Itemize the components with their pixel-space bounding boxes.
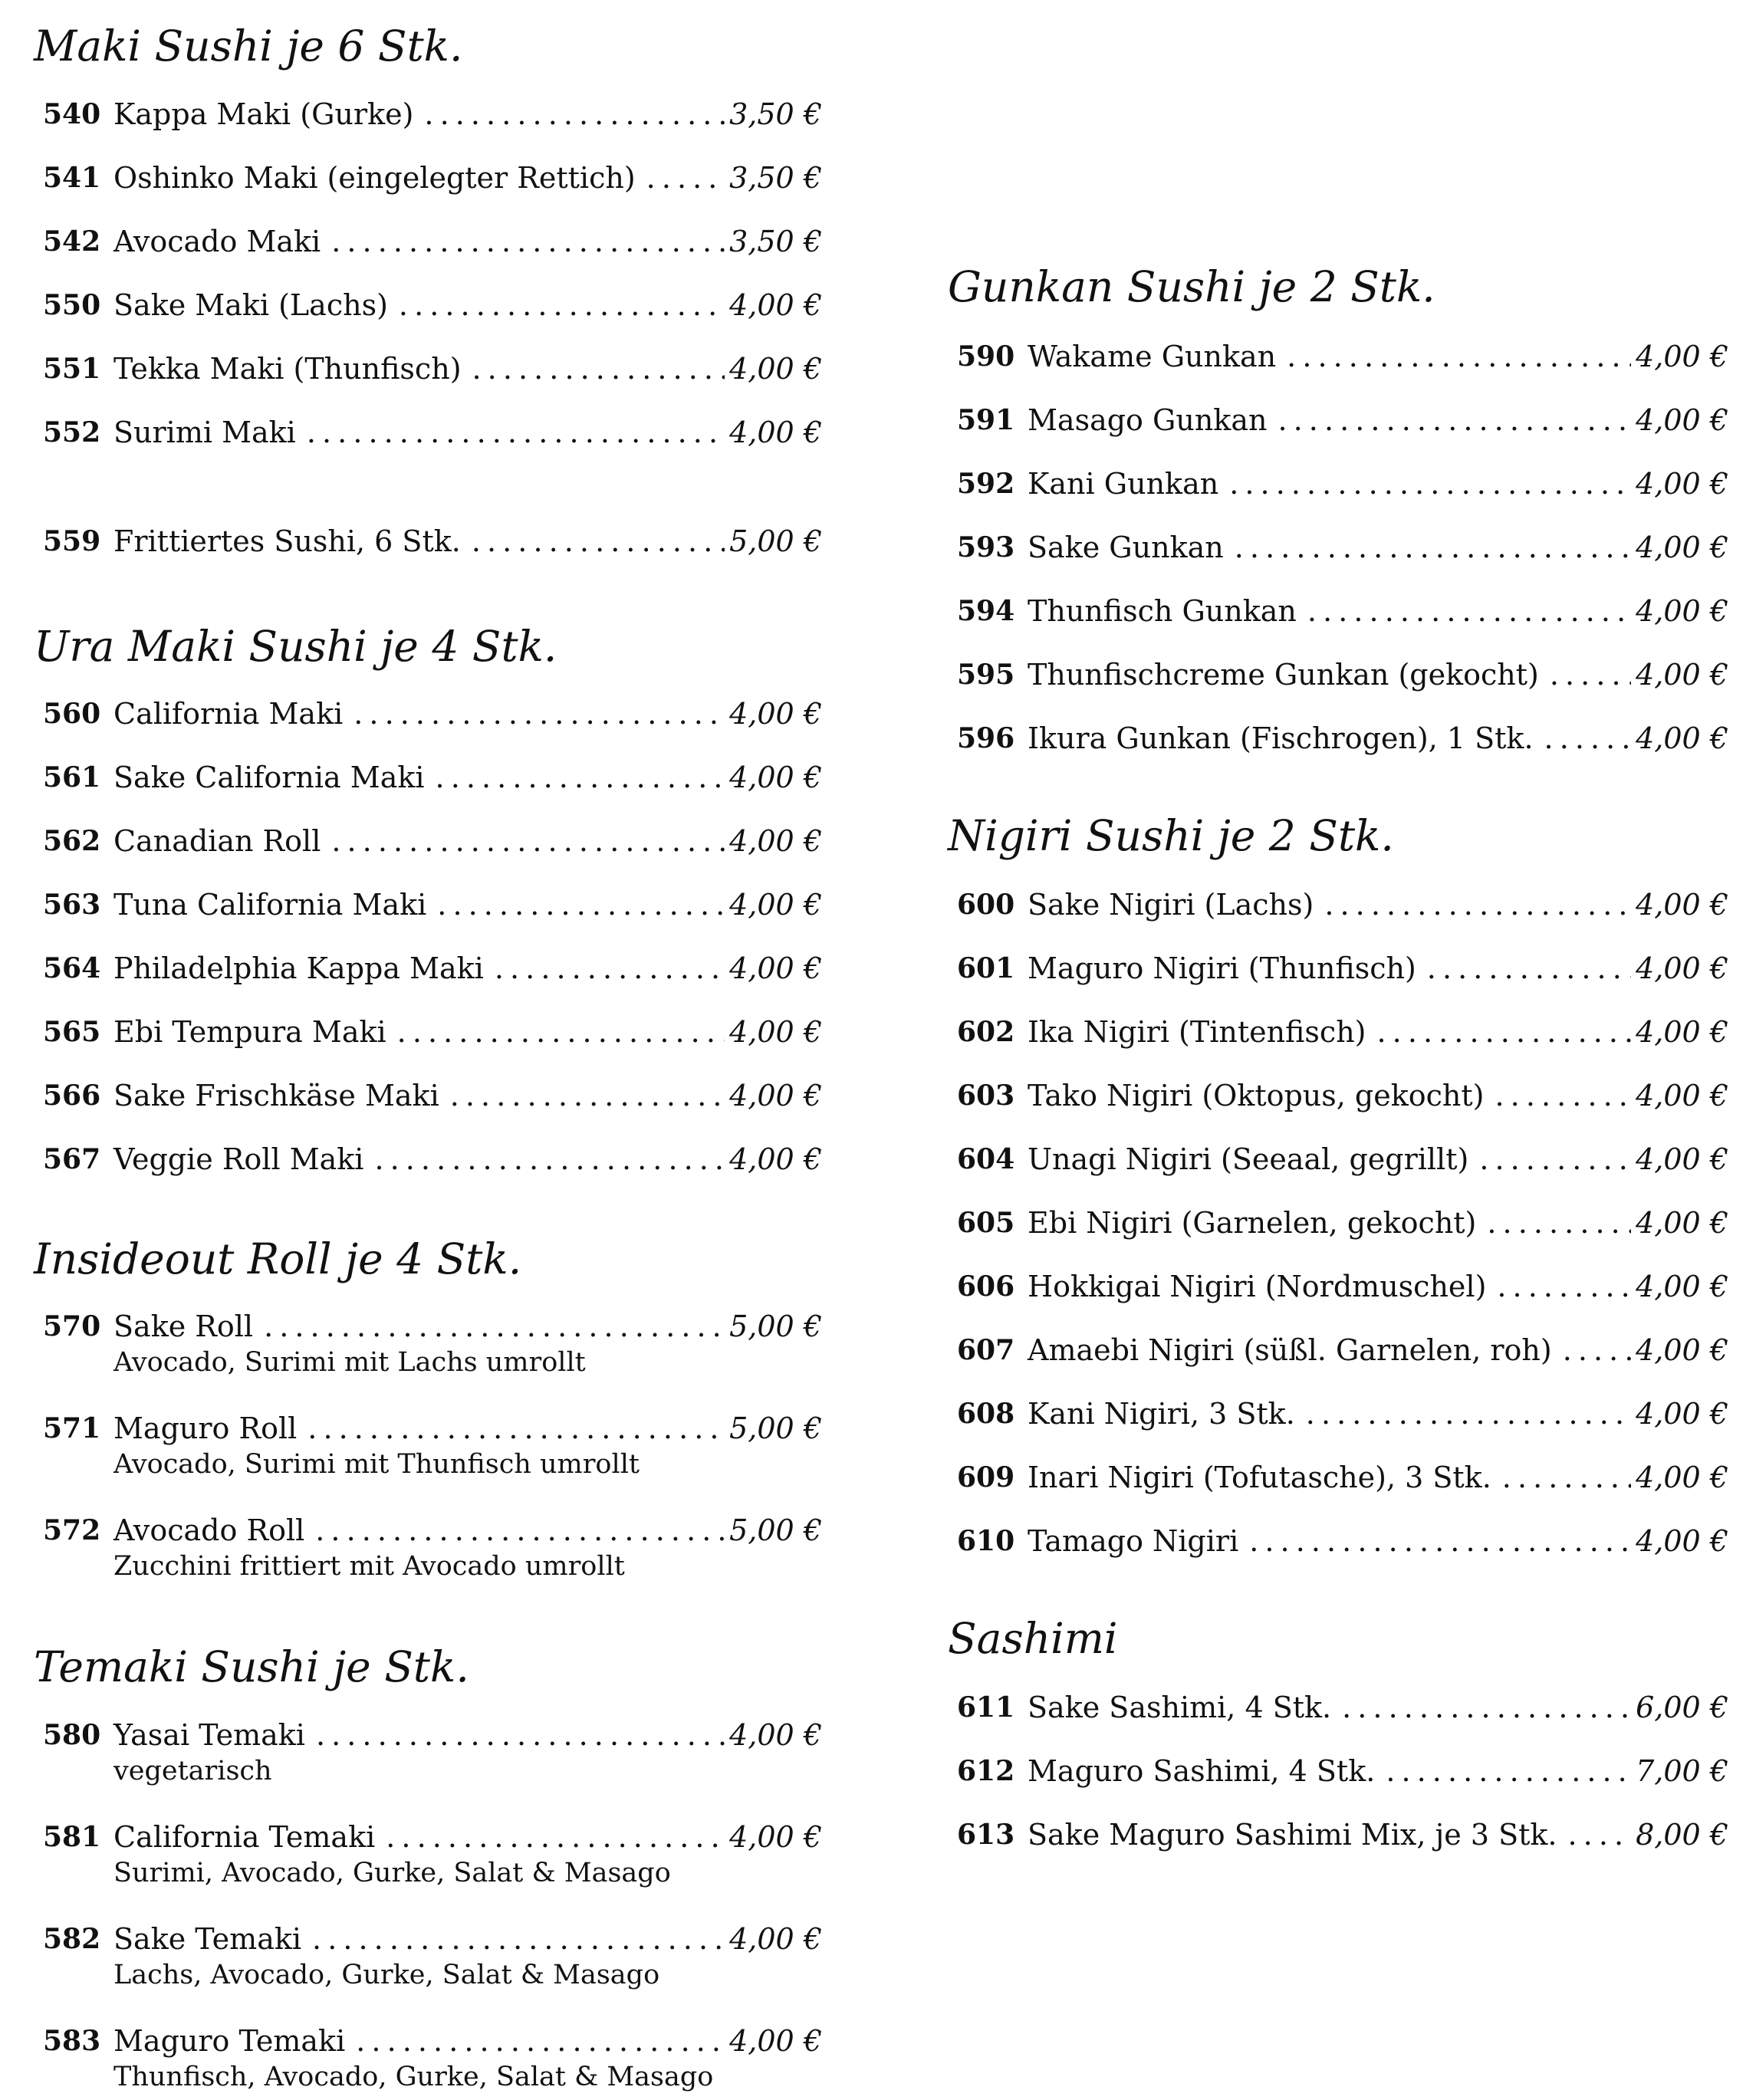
item-description: vegetarisch <box>113 1756 272 1786</box>
menu-item <box>34 758 822 797</box>
item-number: 565 <box>43 1016 101 1048</box>
menu-item <box>948 1267 1728 1306</box>
menu-item <box>948 1395 1728 1433</box>
item-number: 571 <box>43 1412 101 1444</box>
item-name: Sake Sashimi, 4 Stk. <box>1028 1691 1332 1724</box>
dot-leader <box>1479 1140 1631 1178</box>
item-number: 611 <box>957 1691 1015 1724</box>
item-name: Surimi Maki <box>113 416 296 449</box>
dot-leader <box>1278 401 1631 439</box>
item-number: 594 <box>957 595 1015 627</box>
item-price: 4,00 € <box>1636 888 1728 922</box>
dot-leader <box>1307 592 1631 630</box>
dot-leader <box>316 1716 725 1754</box>
item-number: 596 <box>957 722 1015 754</box>
dot-leader <box>312 1920 725 1958</box>
item-name: Canadian Roll <box>113 824 321 858</box>
item-name: Avocado Roll <box>113 1513 305 1547</box>
section-title-insideout: Insideout Roll je 4 Stk. <box>34 1234 522 1283</box>
menu-item <box>34 1013 822 1051</box>
item-number: 582 <box>43 1923 101 1955</box>
item-price: 4,00 € <box>1636 951 1728 985</box>
dot-leader <box>436 758 725 797</box>
item-name: Amaebi Nigiri (süßl. Garnelen, roh) <box>1028 1333 1552 1367</box>
item-name: Masago Gunkan <box>1028 403 1268 437</box>
item-price: 4,00 € <box>729 761 822 794</box>
item-price: 4,00 € <box>729 1718 822 1752</box>
dot-leader <box>374 1140 725 1178</box>
item-number: 566 <box>43 1080 101 1112</box>
item-price: 4,00 € <box>729 288 822 322</box>
item-name: Sake Maguro Sashimi Mix, je 3 Stk. <box>1028 1818 1557 1852</box>
menu-item <box>34 413 822 452</box>
dot-leader <box>315 1511 725 1550</box>
item-price: 4,00 € <box>1636 721 1728 755</box>
item-name: Sake Temaki <box>113 1922 302 1956</box>
item-price: 5,00 € <box>729 524 822 558</box>
item-number: 609 <box>957 1461 1015 1494</box>
dot-leader <box>1342 1688 1631 1727</box>
menu-item <box>34 222 822 261</box>
item-price: 4,00 € <box>729 697 822 731</box>
item-name: Kappa Maki (Gurke) <box>113 97 414 131</box>
item-number: 541 <box>43 162 101 194</box>
item-number: 567 <box>43 1143 101 1175</box>
item-price: 8,00 € <box>1636 1818 1728 1852</box>
item-number: 606 <box>957 1270 1015 1303</box>
item-number: 605 <box>957 1207 1015 1239</box>
item-name: Tuna California Maki <box>113 888 427 922</box>
menu-item <box>948 1013 1728 1051</box>
dot-leader <box>397 1013 725 1051</box>
item-price: 4,00 € <box>1636 658 1728 692</box>
menu-item <box>34 1307 822 1378</box>
item-name: Avocado Maki <box>113 225 321 258</box>
item-number: 600 <box>957 889 1015 921</box>
dot-leader <box>307 413 725 452</box>
item-name: Sake Roll <box>113 1310 254 1343</box>
dot-leader <box>1544 719 1632 758</box>
menu-item <box>948 1204 1728 1242</box>
menu-item <box>34 522 822 560</box>
dot-leader <box>472 522 725 560</box>
item-description: Avocado, Surimi mit Thunfisch umrollt <box>113 1449 640 1480</box>
item-price: 4,00 € <box>729 416 822 449</box>
item-number: 551 <box>43 353 101 385</box>
dot-leader <box>354 695 725 733</box>
menu-item <box>948 1331 1728 1369</box>
menu-item <box>948 656 1728 694</box>
item-price: 4,00 € <box>1636 1142 1728 1176</box>
dot-leader <box>1287 337 1631 376</box>
menu-item <box>948 528 1728 567</box>
item-description: Avocado, Surimi mit Lachs umrollt <box>113 1347 586 1378</box>
item-number: 592 <box>957 468 1015 500</box>
item-price: 6,00 € <box>1636 1691 1728 1724</box>
item-name: Sake Nigiri (Lachs) <box>1028 888 1314 922</box>
item-price: 4,00 € <box>1636 467 1728 501</box>
menu-item <box>948 1752 1728 1790</box>
menu-item <box>34 2022 822 2092</box>
item-number: 591 <box>957 404 1015 436</box>
item-name: Sake Frischkäse Maki <box>113 1079 439 1112</box>
menu-item <box>34 886 822 924</box>
section-title-maki: Maki Sushi je 6 Stk. <box>34 21 463 71</box>
item-price: 4,00 € <box>729 951 822 985</box>
menu-item <box>34 695 822 733</box>
item-name: California Maki <box>113 697 344 731</box>
item-name: Tako Nigiri (Oktopus, gekocht) <box>1028 1079 1485 1112</box>
item-name: Frittiertes Sushi, 6 Stk. <box>113 524 461 558</box>
item-name: Yasai Temaki <box>113 1718 305 1752</box>
item-number: 563 <box>43 889 101 921</box>
item-price: 4,00 € <box>1636 1333 1728 1367</box>
item-number: 550 <box>43 289 101 321</box>
item-number: 581 <box>43 1821 101 1853</box>
item-number: 583 <box>43 2025 101 2057</box>
item-price: 4,00 € <box>1636 594 1728 628</box>
item-name: Kani Nigiri, 3 Stk. <box>1028 1397 1295 1431</box>
item-name: Maguro Roll <box>113 1412 298 1445</box>
item-price: 4,00 € <box>729 2024 822 2058</box>
dot-leader <box>1550 656 1631 694</box>
dot-leader <box>1427 949 1631 988</box>
item-number: 552 <box>43 416 101 449</box>
dot-leader <box>1249 1522 1631 1560</box>
item-number: 540 <box>43 98 101 130</box>
item-description: Surimi, Avocado, Gurke, Salat & Masago <box>113 1858 671 1888</box>
item-price: 4,00 € <box>1636 1270 1728 1303</box>
item-price: 4,00 € <box>729 352 822 386</box>
section-title-sashimi: Sashimi <box>948 1614 1118 1663</box>
item-name: Maguro Temaki <box>113 2024 346 2058</box>
item-number: 593 <box>957 531 1015 564</box>
item-name: Sake Maki (Lachs) <box>113 288 388 322</box>
dot-leader <box>1235 528 1631 567</box>
item-price: 4,00 € <box>1636 1461 1728 1494</box>
item-name: Ika Nigiri (Tintenfisch) <box>1028 1015 1366 1049</box>
item-price: 3,50 € <box>729 97 822 131</box>
item-number: 608 <box>957 1398 1015 1430</box>
item-price: 4,00 € <box>729 1079 822 1112</box>
dot-leader <box>1229 465 1631 503</box>
item-price: 7,00 € <box>1636 1754 1728 1788</box>
item-number: 542 <box>43 225 101 258</box>
dot-leader <box>1386 1752 1631 1790</box>
item-description: Thunfisch, Avocado, Gurke, Salat & Masago <box>113 2062 714 2092</box>
item-price: 4,00 € <box>1636 403 1728 437</box>
item-price: 4,00 € <box>729 1015 822 1049</box>
menu-item <box>948 337 1728 376</box>
section-title-gunkan: Gunkan Sushi je 2 Stk. <box>948 262 1435 311</box>
item-name: Inari Nigiri (Tofutasche), 3 Stk. <box>1028 1461 1491 1494</box>
item-number: 612 <box>957 1755 1015 1787</box>
dot-leader <box>1324 886 1631 924</box>
item-name: Hokkigai Nigiri (Nordmuschel) <box>1028 1270 1487 1303</box>
item-number: 572 <box>43 1514 101 1546</box>
item-number: 562 <box>43 825 101 857</box>
menu-item <box>948 949 1728 988</box>
item-name: Kani Gunkan <box>1028 467 1219 501</box>
item-name: Unagi Nigiri (Seeaal, gegrillt) <box>1028 1142 1469 1176</box>
item-name: Tamago Nigiri <box>1028 1524 1239 1558</box>
dot-leader <box>450 1076 725 1115</box>
section-title-temaki: Temaki Sushi je Stk. <box>34 1642 469 1691</box>
item-price: 4,00 € <box>1636 1397 1728 1431</box>
item-name: Veggie Roll Maki <box>113 1142 364 1176</box>
menu-item <box>948 1816 1728 1854</box>
item-name: Sake Gunkan <box>1028 531 1224 564</box>
dot-leader <box>356 2022 725 2060</box>
item-price: 4,00 € <box>729 1142 822 1176</box>
dot-leader <box>495 949 725 988</box>
menu-item <box>948 719 1728 758</box>
item-number: 602 <box>957 1016 1015 1048</box>
menu-item <box>34 1076 822 1115</box>
item-number: 601 <box>957 952 1015 984</box>
menu-item <box>34 1140 822 1178</box>
item-number: 603 <box>957 1080 1015 1112</box>
menu-item <box>34 949 822 988</box>
menu-item <box>948 1688 1728 1727</box>
menu-item <box>34 159 822 197</box>
menu-item <box>34 1409 822 1480</box>
menu-item <box>948 1076 1728 1115</box>
item-name: Tekka Maki (Thunfisch) <box>113 352 462 386</box>
item-name: Wakame Gunkan <box>1028 340 1277 373</box>
dot-leader <box>424 95 725 133</box>
item-number: 607 <box>957 1334 1015 1366</box>
item-description: Zucchini frittiert mit Avocado umrollt <box>113 1551 625 1582</box>
item-price: 4,00 € <box>1636 1524 1728 1558</box>
item-price: 5,00 € <box>729 1513 822 1547</box>
item-price: 3,50 € <box>729 225 822 258</box>
item-name: Thunfischcreme Gunkan (gekocht) <box>1028 658 1539 692</box>
menu-item <box>948 1522 1728 1560</box>
menu-item <box>34 1920 822 1990</box>
item-name: Oshinko Maki (eingelegter Rettich) <box>113 161 636 195</box>
section-title-nigiri: Nigiri Sushi je 2 Stk. <box>948 811 1394 860</box>
item-number: 613 <box>957 1819 1015 1851</box>
item-number: 580 <box>43 1719 101 1751</box>
item-number: 560 <box>43 698 101 730</box>
menu-item <box>34 1818 822 1888</box>
dot-leader <box>1502 1458 1631 1497</box>
dot-leader <box>646 159 725 197</box>
menu-item <box>34 822 822 860</box>
item-name: Ebi Nigiri (Garnelen, gekocht) <box>1028 1206 1477 1240</box>
item-price: 4,00 € <box>1636 1079 1728 1112</box>
dot-leader <box>399 286 725 324</box>
item-name: Ebi Tempura Maki <box>113 1015 386 1049</box>
item-number: 570 <box>43 1310 101 1342</box>
item-name: Sake California Maki <box>113 761 425 794</box>
menu-item <box>34 286 822 324</box>
menu-item <box>948 401 1728 439</box>
dot-leader <box>1487 1204 1631 1242</box>
menu-item <box>34 350 822 388</box>
menu-item <box>948 592 1728 630</box>
item-price: 4,00 € <box>1636 340 1728 373</box>
dot-leader <box>1563 1331 1631 1369</box>
item-price: 5,00 € <box>729 1310 822 1343</box>
menu-item <box>948 1140 1728 1178</box>
item-price: 4,00 € <box>1636 531 1728 564</box>
item-number: 604 <box>957 1143 1015 1175</box>
item-number: 610 <box>957 1525 1015 1557</box>
item-name: Thunfisch Gunkan <box>1028 594 1297 628</box>
item-number: 559 <box>43 525 101 557</box>
item-name: Philadelphia Kappa Maki <box>113 951 484 985</box>
item-price: 4,00 € <box>729 1922 822 1956</box>
item-number: 595 <box>957 659 1015 691</box>
dot-leader <box>307 1409 725 1448</box>
item-name: California Temaki <box>113 1820 376 1854</box>
dot-leader <box>1497 1267 1631 1306</box>
section-title-ura-maki: Ura Maki Sushi je 4 Stk. <box>34 622 557 671</box>
item-name: Maguro Nigiri (Thunfisch) <box>1028 951 1416 985</box>
item-price: 4,00 € <box>1636 1206 1728 1240</box>
item-name: Ikura Gunkan (Fischrogen), 1 Stk. <box>1028 721 1534 755</box>
item-number: 561 <box>43 761 101 794</box>
dot-leader <box>386 1818 725 1856</box>
dot-leader <box>331 822 725 860</box>
item-number: 564 <box>43 952 101 984</box>
item-price: 4,00 € <box>729 1820 822 1854</box>
menu-item <box>948 1458 1728 1497</box>
menu-item <box>948 886 1728 924</box>
menu-item <box>34 1716 822 1786</box>
menu-item <box>34 95 822 133</box>
dot-leader <box>1306 1395 1631 1433</box>
menu-item <box>34 1511 822 1582</box>
item-description: Lachs, Avocado, Gurke, Salat & Masago <box>113 1960 660 1990</box>
dot-leader <box>1377 1013 1632 1051</box>
item-name: Maguro Sashimi, 4 Stk. <box>1028 1754 1376 1788</box>
dot-leader <box>1495 1076 1632 1115</box>
item-price: 3,50 € <box>729 161 822 195</box>
dot-leader <box>331 222 725 261</box>
dot-leader <box>264 1307 725 1346</box>
item-price: 4,00 € <box>729 888 822 922</box>
item-number: 590 <box>957 340 1015 373</box>
item-price: 5,00 € <box>729 1412 822 1445</box>
dot-leader <box>472 350 725 388</box>
item-price: 4,00 € <box>1636 1015 1728 1049</box>
item-price: 4,00 € <box>729 824 822 858</box>
dot-leader <box>437 886 725 924</box>
dot-leader <box>1568 1816 1632 1854</box>
menu-item <box>948 465 1728 503</box>
